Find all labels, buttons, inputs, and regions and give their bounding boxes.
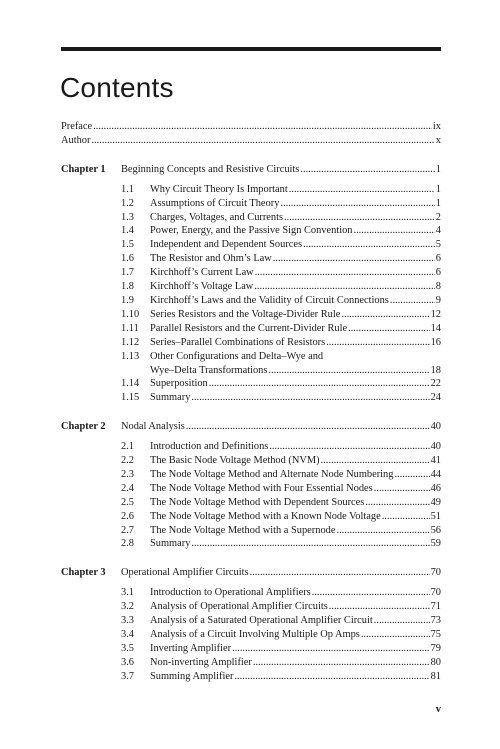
toc-chapter-3	[61, 566, 441, 580]
section-title: Independent and Dependent Sources	[150, 239, 303, 251]
toc-section	[61, 308, 441, 322]
section-title: The Node Voltage Method with Dependent Sources	[150, 496, 365, 508]
dot-leader	[186, 420, 430, 434]
section-title: Why Circuit Theory Is Important	[150, 183, 288, 195]
page-number: v	[435, 704, 441, 715]
toc-section	[61, 377, 441, 391]
toc-entry-preface	[61, 120, 441, 134]
section-page: 73	[430, 615, 441, 627]
toc-section	[61, 211, 441, 225]
dot-leader	[326, 336, 429, 350]
section-page: 70	[430, 587, 441, 599]
section-number: 1.4	[121, 225, 134, 237]
section-number: 1.10	[121, 308, 140, 320]
section-page: 6	[435, 267, 441, 279]
toc-section	[61, 238, 441, 252]
dot-leader	[93, 120, 432, 134]
section-page: 24	[430, 392, 441, 404]
section-title: Series Resistors and the Voltage-Divider Rule	[150, 308, 341, 320]
section-page: 16	[430, 336, 441, 348]
dot-leader	[365, 496, 429, 510]
section-page: 1	[435, 183, 441, 195]
section-title: The Node Voltage Method and Alternate Node Numbering	[150, 468, 394, 480]
dot-leader	[374, 482, 430, 496]
section-title: Kirchhoff’s Current Law	[150, 267, 254, 279]
toc-entry-author	[61, 134, 441, 148]
section-number: 3.7	[121, 670, 134, 682]
chapter-label: Chapter 3	[61, 567, 106, 579]
dot-leader	[191, 391, 429, 405]
section-number: 1.3	[121, 211, 134, 223]
section-page: 41	[430, 455, 441, 467]
section-title: The Node Voltage Method with Four Essential Nodes	[150, 482, 373, 494]
section-number: 2.2	[121, 455, 134, 467]
section-page: 22	[430, 378, 441, 390]
section-number: 2.3	[121, 468, 134, 480]
section-title: Kirchhoff’s Laws and the Validity of Circuit Connections	[150, 294, 389, 306]
section-page: 8	[435, 281, 441, 293]
page-title: Contents	[60, 72, 174, 103]
dot-leader	[269, 440, 429, 454]
dot-leader	[234, 670, 429, 684]
entry-page: x	[435, 134, 441, 146]
section-number: 1.14	[121, 378, 140, 390]
section-title: Inverting Amplifier	[150, 642, 232, 654]
section-page: 49	[430, 496, 441, 508]
toc-section	[61, 670, 441, 684]
section-title: The Basic Node Voltage Method (NVM)	[150, 455, 320, 467]
section-title: Kirchhoff’s Voltage Law	[150, 281, 254, 293]
section-title: The Node Voltage Method with a Supernode	[150, 524, 336, 536]
section-page: 79	[430, 642, 441, 654]
dot-leader	[250, 566, 430, 580]
section-page: 46	[430, 482, 441, 494]
section-number: 1.13	[121, 350, 140, 362]
dot-leader	[303, 238, 435, 252]
dot-leader	[300, 163, 434, 177]
dot-leader	[353, 224, 434, 238]
toc-section	[61, 496, 441, 510]
toc-section	[61, 224, 441, 238]
toc-section	[61, 586, 441, 600]
top-rule	[61, 47, 441, 51]
section-page: 75	[430, 629, 441, 640]
table-of-contents	[61, 120, 441, 684]
section-title-continued: Wye–Delta Transformations	[150, 364, 268, 376]
section-title: Non-inverting Amplifier	[150, 656, 252, 668]
dot-leader	[253, 656, 430, 670]
section-page: 6	[435, 253, 441, 265]
chapter-label: Chapter 1	[61, 163, 106, 175]
section-page: 1	[435, 197, 441, 209]
section-page: 4	[435, 225, 441, 237]
section-title: Assumptions of Circuit Theory	[150, 197, 280, 209]
dot-leader	[336, 524, 429, 538]
chapter-title: Beginning Concepts and Resistive Circuits	[121, 163, 300, 175]
section-number: 1.9	[121, 294, 134, 306]
dot-leader	[374, 614, 430, 628]
dot-leader	[382, 510, 430, 524]
dot-leader	[255, 266, 435, 280]
section-number: 1.1	[121, 183, 134, 195]
toc-section	[61, 197, 441, 211]
toc-section	[61, 656, 441, 670]
toc-section	[61, 537, 441, 551]
toc-section	[61, 183, 441, 197]
section-number: 2.4	[121, 482, 134, 494]
toc-section	[61, 510, 441, 524]
section-title: Summing Amplifier	[150, 670, 234, 682]
section-number: 3.2	[121, 601, 134, 613]
dot-leader	[394, 468, 429, 482]
toc-section	[61, 628, 441, 642]
dot-leader	[280, 197, 434, 211]
section-title: Parallel Resistors and the Current-Divider Rule	[150, 322, 348, 334]
chapter-page: 1	[435, 163, 441, 175]
section-title: Summary	[150, 538, 191, 550]
dot-leader	[91, 134, 434, 148]
toc-section	[61, 482, 441, 496]
section-title: Charges, Voltages, and Currents	[150, 211, 284, 223]
dot-leader	[289, 183, 435, 197]
toc-section	[61, 294, 441, 308]
section-page: 9	[435, 294, 441, 306]
section-title: Introduction to Operational Amplifiers	[150, 587, 311, 599]
toc-section	[61, 336, 441, 350]
section-title: Power, Energy, and the Passive Sign Convention	[150, 225, 353, 237]
section-title: Analysis of a Saturated Operational Amplifier Circuit	[150, 615, 373, 627]
section-number: 2.5	[121, 496, 134, 508]
dot-leader	[209, 377, 430, 391]
dot-leader	[254, 280, 434, 294]
section-number: 3.4	[121, 629, 134, 640]
dot-leader	[268, 364, 429, 378]
dot-leader	[361, 628, 430, 642]
section-title: Superposition	[150, 378, 208, 390]
section-page: 2	[435, 211, 441, 223]
section-number: 1.7	[121, 267, 134, 279]
toc-section	[61, 524, 441, 538]
dot-leader	[284, 211, 435, 225]
section-number: 3.6	[121, 656, 134, 668]
section-page: 59	[430, 538, 441, 550]
section-title: Introduction and Definitions	[150, 441, 269, 453]
chapter-page: 40	[430, 421, 441, 433]
toc-section	[61, 391, 441, 405]
toc-section	[61, 642, 441, 656]
section-title: The Resistor and Ohm’s Law	[150, 253, 272, 265]
section-page: 81	[430, 670, 441, 682]
section-page: 12	[430, 308, 441, 320]
section-title: Summary	[150, 392, 191, 404]
section-title: Other Configurations and Delta–Wye and	[150, 350, 324, 362]
section-number: 2.6	[121, 510, 134, 522]
section-number: 1.12	[121, 336, 140, 348]
toc-section	[61, 252, 441, 266]
section-number: 1.8	[121, 281, 134, 293]
entry-title: Preface	[61, 121, 93, 132]
dot-leader	[232, 642, 430, 656]
section-page: 18	[430, 364, 441, 376]
toc-section	[61, 600, 441, 614]
toc-section	[61, 266, 441, 280]
toc-chapter-1	[61, 163, 441, 177]
section-number: 1.2	[121, 197, 134, 209]
dot-leader	[390, 294, 435, 308]
dot-leader	[273, 252, 435, 266]
toc-chapter-2	[61, 420, 441, 434]
toc-section-first-line	[61, 350, 441, 364]
section-page: 14	[430, 322, 441, 334]
section-page: 5	[435, 239, 441, 251]
section-number: 2.7	[121, 524, 134, 536]
chapter-title: Operational Amplifier Circuits	[121, 567, 249, 579]
entry-title: Author	[61, 134, 91, 146]
toc-section	[61, 280, 441, 294]
toc-section	[61, 322, 441, 336]
section-page: 51	[430, 510, 441, 522]
dot-leader	[341, 308, 429, 322]
section-page: 56	[430, 524, 441, 536]
toc-section	[61, 454, 441, 468]
section-title: The Node Voltage Method with a Known Node Voltage	[150, 510, 381, 522]
toc-section-continuation	[61, 364, 441, 378]
entry-page: ix	[432, 121, 441, 132]
dot-leader	[312, 586, 430, 600]
section-title: Analysis of Operational Amplifier Circuits	[150, 601, 328, 613]
section-page: 40	[430, 441, 441, 453]
dot-leader	[321, 454, 430, 468]
toc-section	[61, 468, 441, 482]
section-number: 3.1	[121, 587, 134, 599]
section-page: 71	[430, 601, 441, 613]
chapter-page: 70	[430, 567, 441, 579]
section-number: 1.6	[121, 253, 134, 265]
chapter-label: Chapter 2	[61, 421, 106, 433]
chapter-title: Nodal Analysis	[121, 421, 185, 433]
section-number: 3.3	[121, 615, 134, 627]
section-number: 1.11	[121, 322, 139, 334]
toc-section	[61, 440, 441, 454]
toc-section	[61, 614, 441, 628]
section-title: Series–Parallel Combinations of Resistors	[150, 336, 326, 348]
section-number: 2.8	[121, 538, 134, 550]
dot-leader	[191, 537, 429, 551]
dot-leader	[329, 600, 430, 614]
section-page: 80	[430, 656, 441, 668]
section-title: Analysis of a Circuit Involving Multiple Op Amps	[150, 629, 360, 640]
section-number: 1.5	[121, 239, 134, 251]
dot-leader	[348, 322, 430, 336]
section-page: 44	[430, 468, 441, 480]
section-number: 3.5	[121, 642, 134, 654]
section-number: 2.1	[121, 441, 134, 453]
section-number: 1.15	[121, 392, 140, 404]
